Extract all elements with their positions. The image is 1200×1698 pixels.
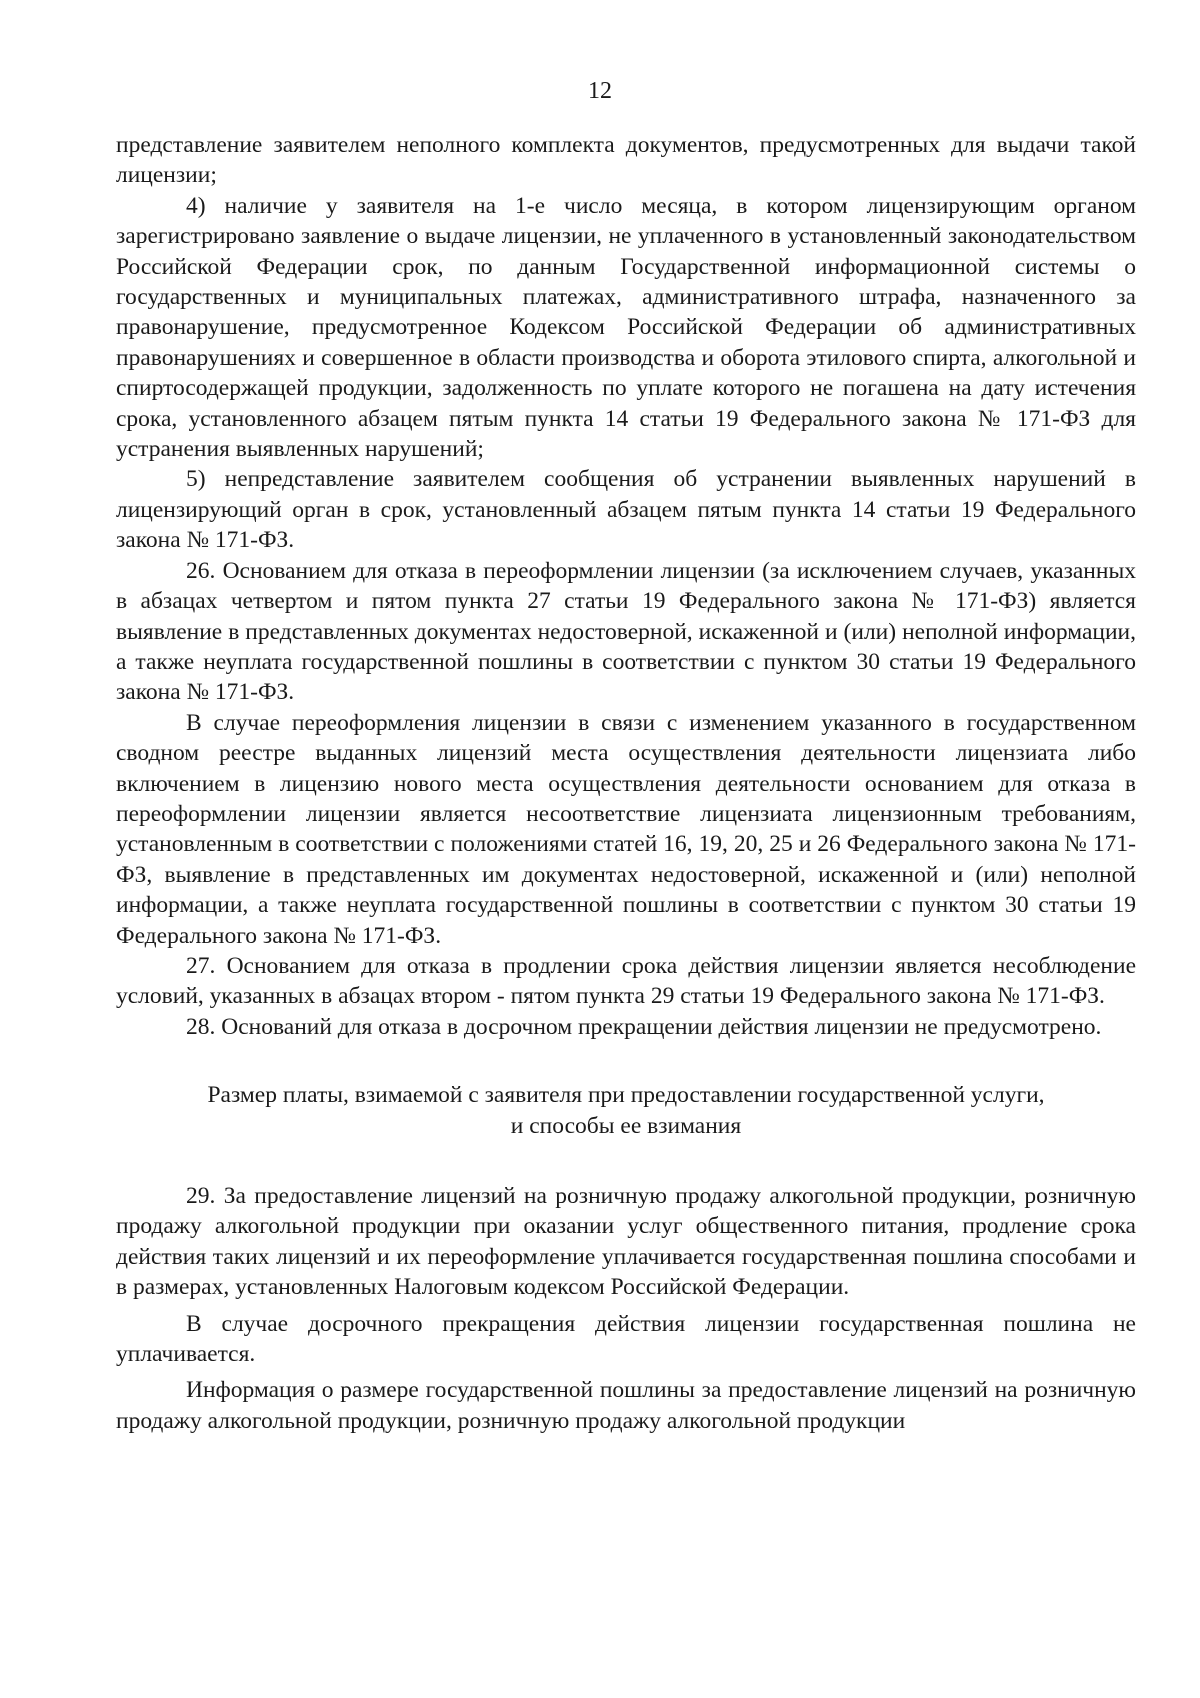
paragraph-clause-27: 27. Основанием для отказа в продлении срока действия лицензии является несоблюдение условий, указанных в абзацах втором - пятом пункта 29 статьи 19 Федерального закона № 171-ФЗ. <box>116 952 1136 1010</box>
paragraph-item-5: 5) непредставление заявителем сообщения об устранении выявленных нарушений в лицензирующий орган в срок, установленный абзацем пятым пункта 14 статьи 19 Федерального закона № 171-ФЗ. <box>116 466 1136 554</box>
paragraph-clause-26: 26. Основанием для отказа в переоформлении лицензии (за исключением случаев, указанных в абзацах четвертом и пятом пункта 27 статьи 19 Федерального закона № 171-ФЗ) является выявление в представленных документах недостоверной, искаженной и (или) неполной информации, а также неуплата государственной пошлины в соответствии с пунктом 30 статьи 19 Федерального закона № 171-ФЗ. <box>116 557 1136 706</box>
paragraph-early-termination: В случае досрочного прекращения действия лицензии государственная пошлина не уплачивается. <box>116 1310 1136 1368</box>
paragraph-item-4: 4) наличие у заявителя на 1-е число месяца, в котором лицензирующим органом зарегистрировано заявление о выдаче лицензии, не уплаченного в установленный законодательством Российской Федерации срок, по данным Государственной информационной системы о государственных и муниципальных платежах, административного штрафа, назначенного за правонарушение, предусмотренное Кодексом Российской Федерации об административных правонарушениях и совершенное в области производства и оборота этилового спирта, алкогольной и спиртосодержащей продукции, задолженность по уплате которого не погашена на дату истечения срока, установленного абзацем пятым пункта 14 статьи 19 Федерального закона № 171-ФЗ для устранения выявленных нарушений; <box>116 192 1136 463</box>
section-heading-line-1: Размер платы, взимаемой с заявителя при предоставлении государственной услуги, <box>207 1082 1045 1109</box>
section-heading <box>116 1080 1136 1141</box>
paragraph-clause-26-relocation: В случае переоформления лицензии в связи с изменением указанного в государственном сводном реестре выданных лицензий места осуществления деятельности лицензиата либо включением в лицензию нового места осуществления деятельности основанием для отказа в переоформлении лицензии является несоответствие лицензиата лицензионным требованиям, установленным в соответствии с положениями статей 16, 19, 20, 25 и 26 Федерального закона № 171-ФЗ, выявление в представленных им документах недостоверной, искаженной и (или) неполной информации, а также неуплата государственной пошлины в соответствии с пунктом 30 статьи 19 Федерального закона № 171-ФЗ. <box>116 709 1136 949</box>
document-body <box>116 130 1136 1436</box>
paragraph-fee-information: Информация о размере государственной пошлины за предоставление лицензий на розничную продажу алкогольной продукции, розничную продажу алкогольной продукции <box>116 1377 1136 1434</box>
page-number: 12 <box>588 78 612 104</box>
paragraph-clause-28: 28. Оснований для отказа в досрочном прекращении действия лицензии не предусмотрено. <box>186 1013 1102 1040</box>
section-heading-line-2: и способы ее взимания <box>510 1112 742 1139</box>
paragraph-clause-29: 29. За предоставление лицензий на розничную продажу алкогольной продукции, розничную продажу алкогольной продукции при оказании услуг общественного питания, продление срока действия таких лицензий и их переоформление уплачивается государственная пошлина способами и в размерах, установленных Налоговым кодексом Российской Федерации. <box>116 1183 1136 1301</box>
paragraph-continuation: представление заявителем неполного комплекта документов, предусмотренных для выдачи такой лицензии; <box>116 132 1136 189</box>
